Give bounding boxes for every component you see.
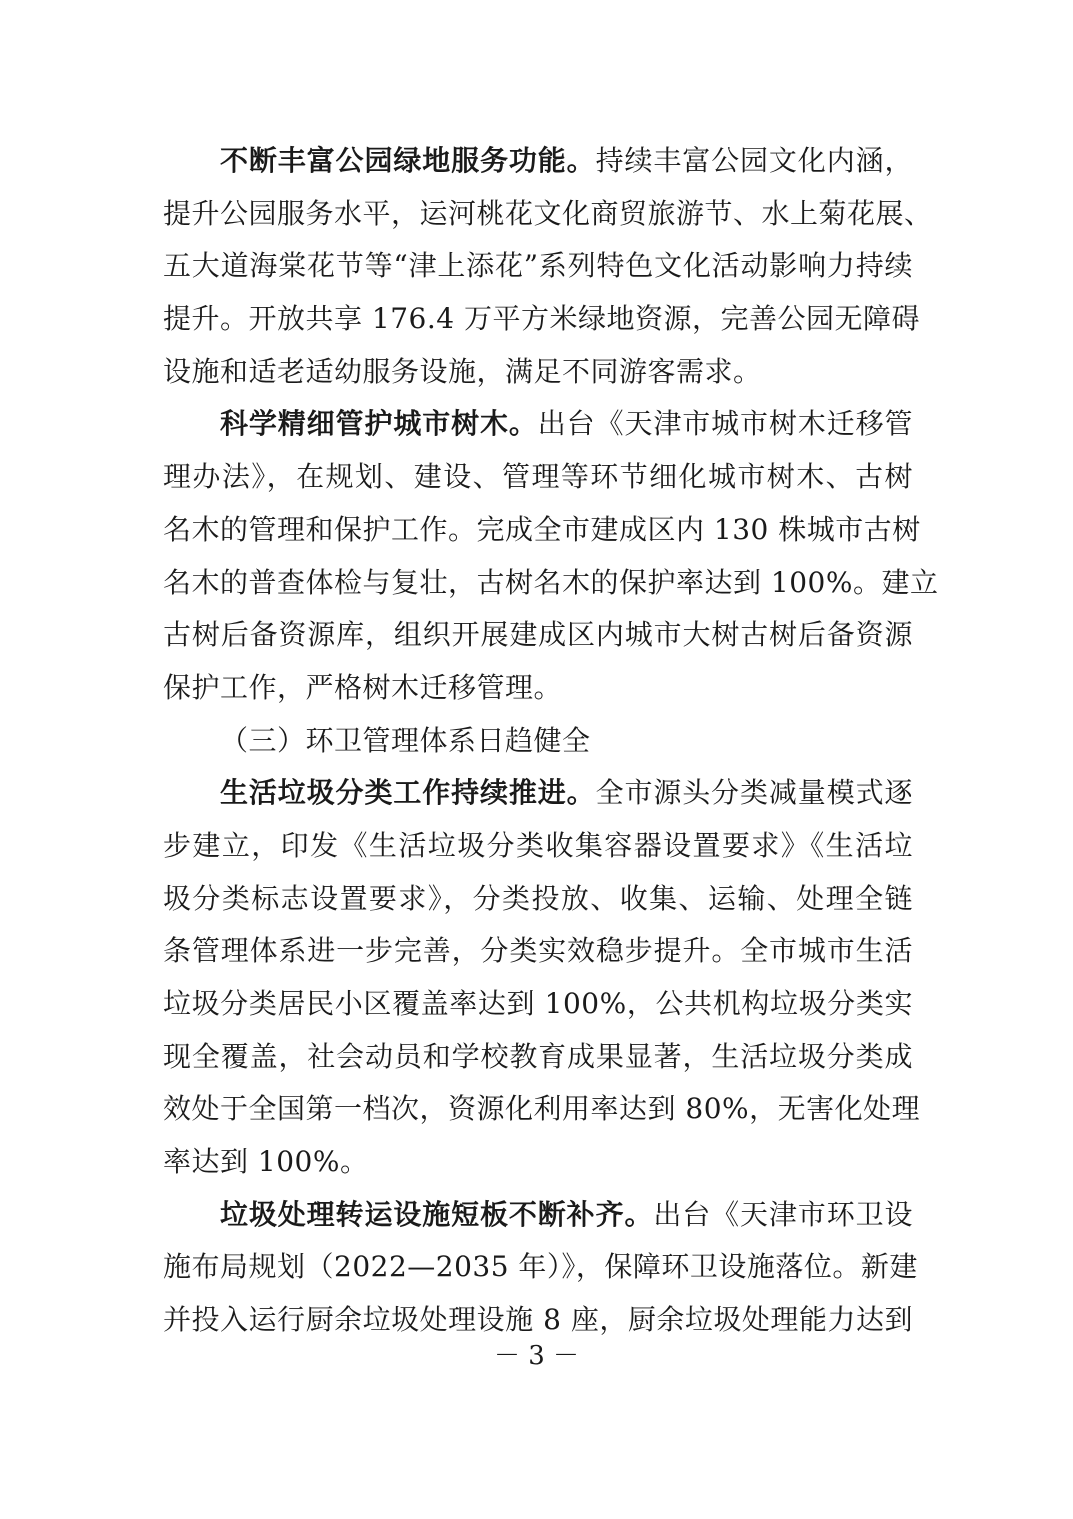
paragraph-heading: 垃圾处理转运设施短板不断补齐。 — [220, 1197, 654, 1231]
text-line — [163, 135, 913, 188]
text-line: 理办法》，在规划、建设、管理等环节细化城市树木、古树 — [163, 460, 913, 494]
text-line: 保护工作，严格树木迁移管理。 — [163, 670, 563, 704]
text-line: 率达到 100%。 — [163, 1145, 369, 1179]
paragraph-heading: 科学精细管护城市树木。 — [220, 407, 538, 441]
text-line: 垃圾分类居民小区覆盖率达到 100%，公共机构垃圾分类实 — [163, 987, 913, 1020]
text-line: 名木的管理和保护工作。完成全市建成区内 130 株城市古树 — [163, 512, 921, 546]
text-line: 提升公园服务水平，运河桃花文化商贸旅游节、水上菊花展、 — [163, 196, 933, 230]
text-line: 效处于全国第一档次，资源化利用率达到 80%，无害化处理 — [163, 1092, 921, 1126]
line-text: 出台《天津市城市树木迁移管 — [537, 407, 913, 441]
text-line: 条管理体系进一步完善，分类实效稳步提升。全市城市生活 — [163, 934, 913, 968]
paragraph-heading: 不断丰富公园绿地服务功能。 — [220, 144, 596, 177]
text-line — [163, 767, 913, 820]
page-number: － 3 － — [493, 1341, 580, 1371]
text-line — [163, 1189, 913, 1242]
line-text: 持续丰富公园文化内涵， — [595, 144, 913, 177]
body-text — [163, 135, 939, 1347]
text-line: 五大道海棠花节等“津上添花”系列特色文化活动影响力持续 — [163, 249, 913, 283]
paragraph-heading: 生活垃圾分类工作持续推进。 — [220, 776, 596, 810]
text-line: 提升。开放共享 176.4 万平方米绿地资源，完善公园无障碍 — [163, 302, 920, 336]
line-text: 全市源头分类减量模式逐 — [595, 776, 913, 810]
text-line: 施布局规划（2022—2035 年）》，保障环卫设施落位。新建 — [163, 1250, 918, 1284]
text-line: 并投入运行厨余垃圾处理设施 8 座，厨余垃圾处理能力达到 — [163, 1303, 913, 1337]
section-heading: （三）环卫管理体系日趋健全 — [220, 723, 591, 757]
text-line: 名木的普查体检与复壮，古树名木的保护率达到 100%。建立 — [163, 565, 939, 599]
text-line: 现全覆盖，社会动员和学校教育成果显著，生活垃圾分类成 — [163, 1039, 913, 1073]
text-line: 步建立，印发《生活垃圾分类收集容器设置要求》《生活垃 — [163, 828, 913, 862]
text-line: 圾分类标志设置要求》，分类投放、收集、运输、处理全链 — [163, 881, 913, 915]
text-line: 设施和适老适幼服务设施，满足不同游客需求。 — [163, 354, 762, 388]
text-line — [163, 398, 913, 451]
text-line: 古树后备资源库，组织开展建成区内城市大树古树后备资源 — [163, 618, 913, 652]
line-text: 出台《天津市环卫设 — [653, 1197, 913, 1231]
